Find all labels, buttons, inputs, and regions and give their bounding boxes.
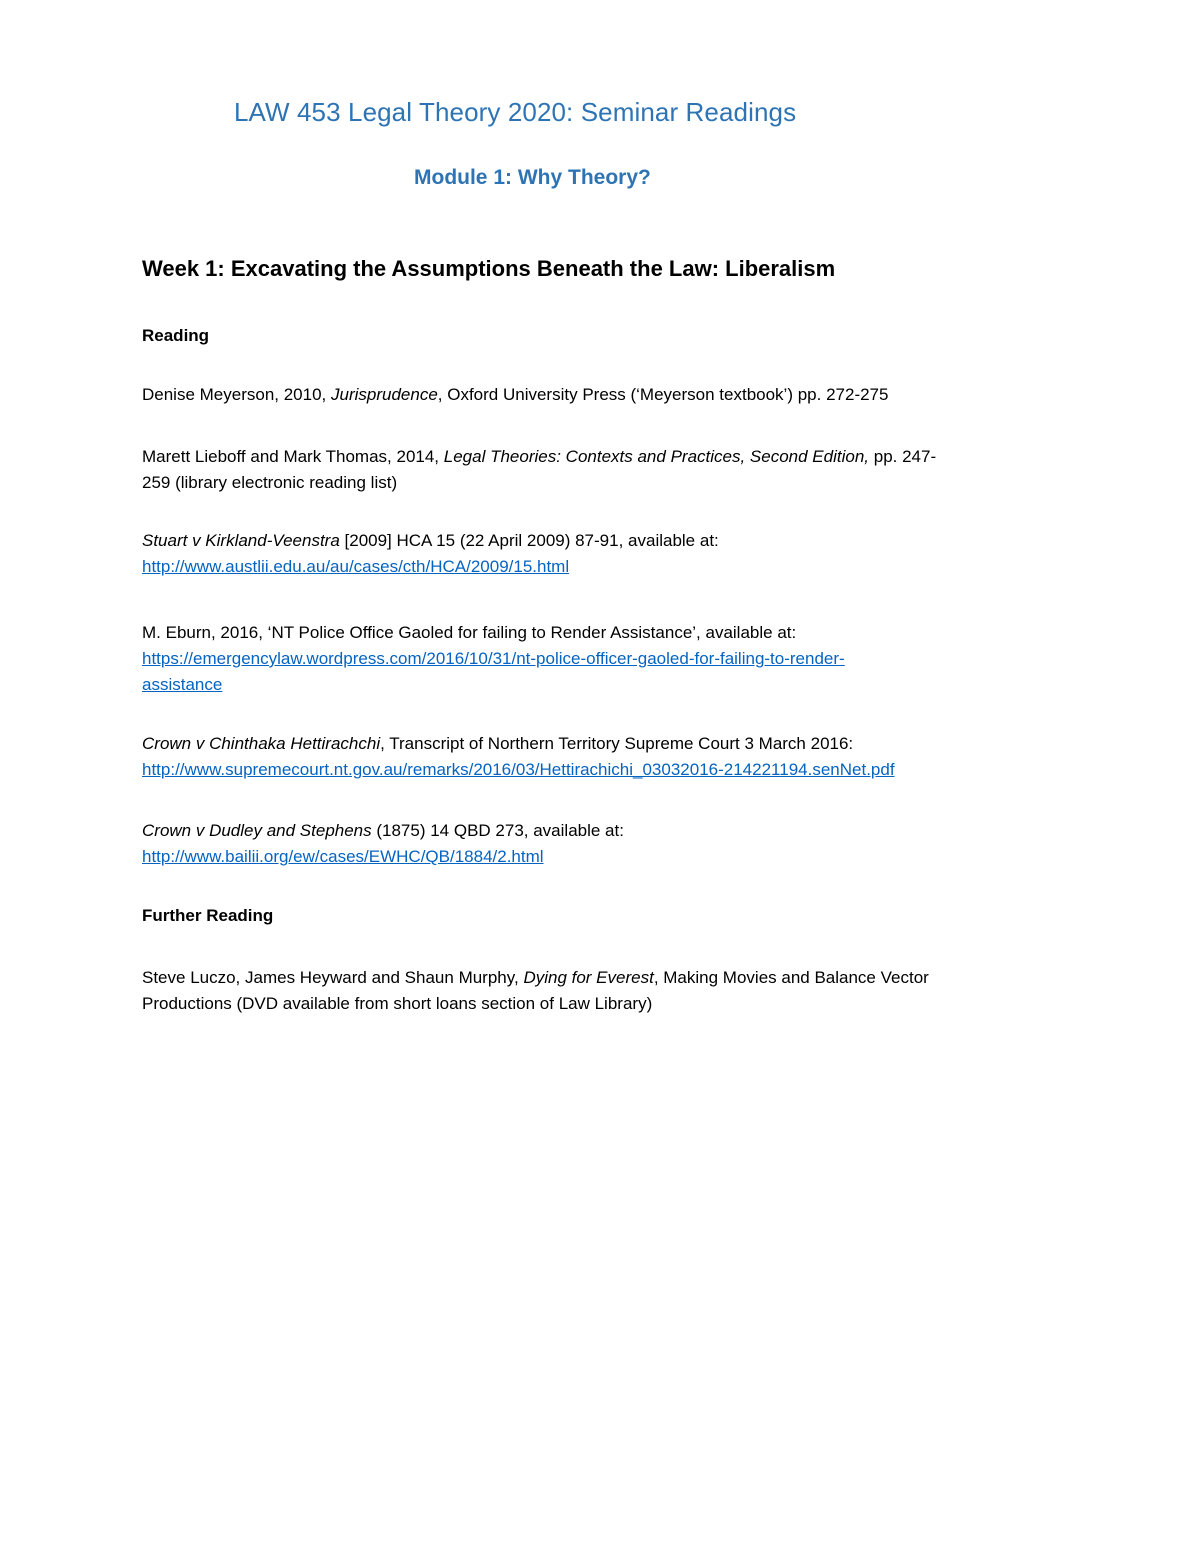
entry-work-title: Jurisprudence	[331, 385, 438, 404]
entry-details: , Transcript of Northern Territory Supreme Court 3 March 2016:	[380, 734, 854, 753]
reading-entry-dudley	[142, 818, 1057, 870]
entry-details-continued: 259 (library electronic reading list)	[142, 473, 398, 492]
reading-entry-hettirachchi	[142, 731, 1057, 783]
bailii-link[interactable]: http://www.bailii.org/ew/cases/EWHC/QB/1884/2.html	[142, 847, 544, 866]
document-title: LAW 453 Legal Theory 2020: Seminar Readings	[234, 97, 797, 127]
entry-work-title: Dying for Everest	[523, 968, 654, 987]
entry-case-name: Stuart v Kirkland-Veenstra	[142, 531, 340, 550]
entry-case-name: Crown v Dudley and Stephens	[142, 821, 372, 840]
emergencylaw-link[interactable]: https://emergencylaw.wordpress.com/2016/10/31/nt-police-officer-gaoled-for-failing-to-render-	[142, 649, 845, 668]
reading-section-label: Reading	[142, 326, 210, 345]
week-heading: Week 1: Excavating the Assumptions Beneath the Law: Liberalism	[142, 256, 836, 281]
reading-entry-eburn	[142, 620, 1057, 698]
entry-details: M. Eburn, 2016, ‘NT Police Office Gaoled for failing to Render Assistance’, available at:	[142, 623, 797, 642]
entry-details: , Oxford University Press (‘Meyerson textbook’) pp. 272-275	[437, 385, 889, 404]
reading-entry-meyerson	[142, 382, 1057, 408]
entry-work-title: Legal Theories: Contexts and Practices, Second Edition,	[443, 447, 870, 466]
supremecourt-link[interactable]: http://www.supremecourt.nt.gov.au/remarks/2016/03/Hettirachichi_03032016-214221194.senNet.pdf	[142, 760, 895, 779]
entry-author: Marett Lieboff and Mark Thomas, 2014,	[142, 447, 444, 466]
austlii-link[interactable]: http://www.austlii.edu.au/au/cases/cth/HCA/2009/15.html	[142, 557, 570, 576]
entry-details: (1875) 14 QBD 273, available at:	[371, 821, 624, 840]
reading-entry-lieboff	[142, 444, 1057, 496]
entry-details-continued: Productions (DVD available from short loans section of Law Library)	[142, 994, 653, 1013]
further-reading-entry-everest	[142, 965, 1057, 1017]
entry-author: Denise Meyerson, 2010,	[142, 385, 331, 404]
entry-author: Steve Luczo, James Heyward and Shaun Murphy,	[142, 968, 524, 987]
reading-entry-stuart	[142, 528, 1057, 580]
entry-case-name: Crown v Chinthaka Hettirachchi	[142, 734, 381, 753]
entry-details: , Making Movies and Balance Vector	[653, 968, 929, 987]
entry-details: pp. 247-	[869, 447, 937, 466]
further-reading-section-label: Further Reading	[142, 906, 274, 925]
module-subtitle: Module 1: Why Theory?	[414, 166, 651, 189]
entry-details: [2009] HCA 15 (22 April 2009) 87-91, available at:	[339, 531, 719, 550]
emergencylaw-link-continued[interactable]: assistance	[142, 675, 223, 694]
